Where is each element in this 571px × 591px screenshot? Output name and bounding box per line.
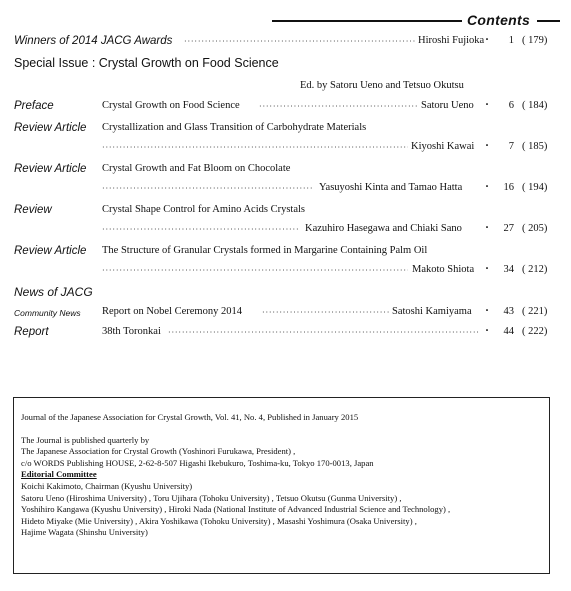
dot-leader: [262, 305, 390, 319]
entry-title: Crystal Growth and Fat Bloom on Chocolate: [102, 163, 291, 174]
editor-line: Ed. by Satoru Ueno and Tetsuo Okutsu: [300, 80, 464, 91]
entry-title: Crystallization and Glass Transition of Carbohydrate Materials: [102, 122, 367, 133]
contents-header: [0, 12, 571, 30]
page-title: Contents: [467, 12, 531, 28]
members-line-4: Hajime Wagata (Shinshu University): [21, 527, 148, 538]
toc-entry-report[interactable]: [14, 325, 554, 339]
journal-line: Journal of the Japanese Association for Crystal Growth, Vol. 41, No. 4, Published in January 2015: [21, 412, 359, 422]
entry-author: Hiroshi Fujioka: [418, 35, 485, 46]
toc-entry-review-2[interactable]: [14, 162, 554, 176]
entry-orig-page: ( 222): [522, 326, 548, 337]
entry-dot: ・: [482, 326, 492, 337]
dot-leader: [259, 99, 419, 113]
association-line: The Japanese Association for Crystal Growth (Yoshinori Furukawa, President) ,: [21, 446, 296, 457]
entry-category: Review Article: [14, 163, 87, 175]
dot-leader: [184, 34, 416, 48]
entry-page: 44: [503, 326, 514, 337]
entry-category: Review Article: [14, 122, 87, 134]
toc-entry-review-1[interactable]: [14, 121, 554, 135]
toc-entry-review-3-line2[interactable]: [14, 222, 554, 236]
entry-page: 34: [503, 264, 514, 275]
toc-entry-review-1-line2[interactable]: [14, 140, 554, 154]
dot-leader: [102, 222, 300, 236]
entry-author: Satoshi Kamiyama: [392, 306, 472, 317]
entry-category: Review Article: [14, 245, 87, 257]
toc-entry-review-4-line2[interactable]: [14, 263, 554, 277]
toc-entry-awards[interactable]: [14, 34, 554, 48]
entry-title: Crystal Growth on Food Science: [102, 100, 240, 111]
news-heading: News of JACG: [14, 285, 93, 299]
toc-entry-review-4[interactable]: [14, 244, 554, 258]
toc-entry-review-2-line2[interactable]: [14, 181, 554, 195]
entry-title: The Structure of Granular Crystals formed in Margarine Containing Palm Oil: [102, 245, 428, 256]
entry-category: Preface: [14, 100, 54, 112]
entry-orig-page: ( 194): [522, 182, 548, 193]
entry-orig-page: ( 212): [522, 264, 548, 275]
entry-page: 6: [508, 100, 514, 111]
chairman-line: Koichi Kakimoto, Chairman (Kyushu University): [21, 480, 193, 491]
entry-author: Kazuhiro Hasegawa and Chiaki Sano: [305, 223, 462, 234]
dot-leader: [102, 263, 408, 277]
journal-info-box: [13, 397, 550, 574]
toc-entry-preface[interactable]: [14, 99, 554, 113]
entry-page: 7: [508, 141, 514, 152]
entry-title: Crystal Shape Control for Amino Acids Crystals: [102, 204, 305, 215]
dot-leader: [102, 140, 408, 154]
entry-author: Makoto Shiota: [412, 264, 475, 275]
entry-title: 38th Toronkai: [102, 326, 161, 337]
entry-orig-page: ( 184): [522, 100, 548, 111]
entry-dot: ・: [482, 141, 492, 152]
entry-category: Report: [14, 326, 49, 338]
entry-orig-page: ( 179): [522, 35, 548, 46]
entry-dot: ・: [482, 100, 492, 111]
entry-title: Report on Nobel Ceremony 2014: [102, 306, 242, 317]
entry-author: Yasuyoshi Kinta and Tamao Hatta: [319, 182, 463, 193]
members-line-3: Hideto Miyake (Mie University) , Akira Yoshikawa (Tohoku University) , Masashi Yoshimura (Osaka University) ,: [21, 515, 417, 526]
header-rule-right: [537, 20, 560, 22]
entry-page: 27: [503, 223, 514, 234]
special-issue-heading: Special Issue : Crystal Growth on Food Science: [14, 56, 279, 70]
entry-orig-page: ( 205): [522, 223, 548, 234]
entry-dot: ・: [482, 223, 492, 234]
entry-dot: ・: [482, 182, 492, 193]
address-line: c/o WORDS Publishing HOUSE, 2-62-8-507 Higashi Ikebukuro, Toshima-ku, Tokyo 170-0013, Japan: [21, 457, 374, 468]
entry-page: 1: [508, 35, 514, 46]
header-rule-left: [272, 20, 462, 22]
entry-orig-page: ( 185): [522, 141, 548, 152]
entry-author: Satoru Ueno: [421, 100, 474, 111]
entry-page: 16: [503, 182, 514, 193]
entry-dot: ・: [482, 306, 492, 317]
dot-leader: [102, 181, 314, 195]
entry-category: Winners of 2014 JACG Awards: [14, 35, 173, 47]
entry-dot: ・: [482, 264, 492, 275]
editorial-committee-heading: Editorial Committee: [21, 469, 97, 480]
entry-page: 43: [503, 306, 514, 317]
entry-dot: ・: [482, 35, 492, 46]
entry-category: Community News: [14, 308, 81, 318]
dot-leader: [168, 325, 480, 339]
entry-orig-page: ( 221): [522, 306, 548, 317]
entry-category: Review: [14, 204, 52, 216]
published-quarterly: The Journal is published quarterly by: [21, 434, 150, 445]
entry-author: Kiyoshi Kawai: [411, 141, 475, 152]
members-line-2: Yoshihiro Kangawa (Kyushu University) , Hiroki Nada (National Institute of Advanced Industrial Science and Technology) ,: [21, 504, 451, 515]
members-line-1: Satoru Ueno (Hiroshima University) , Toru Ujihara (Tohoku University) , Tetsuo Okutsu (Gunma University) ,: [21, 492, 402, 503]
toc-entry-review-3[interactable]: [14, 203, 554, 217]
spacer: [21, 424, 542, 435]
toc-entry-community-news[interactable]: [14, 305, 554, 319]
